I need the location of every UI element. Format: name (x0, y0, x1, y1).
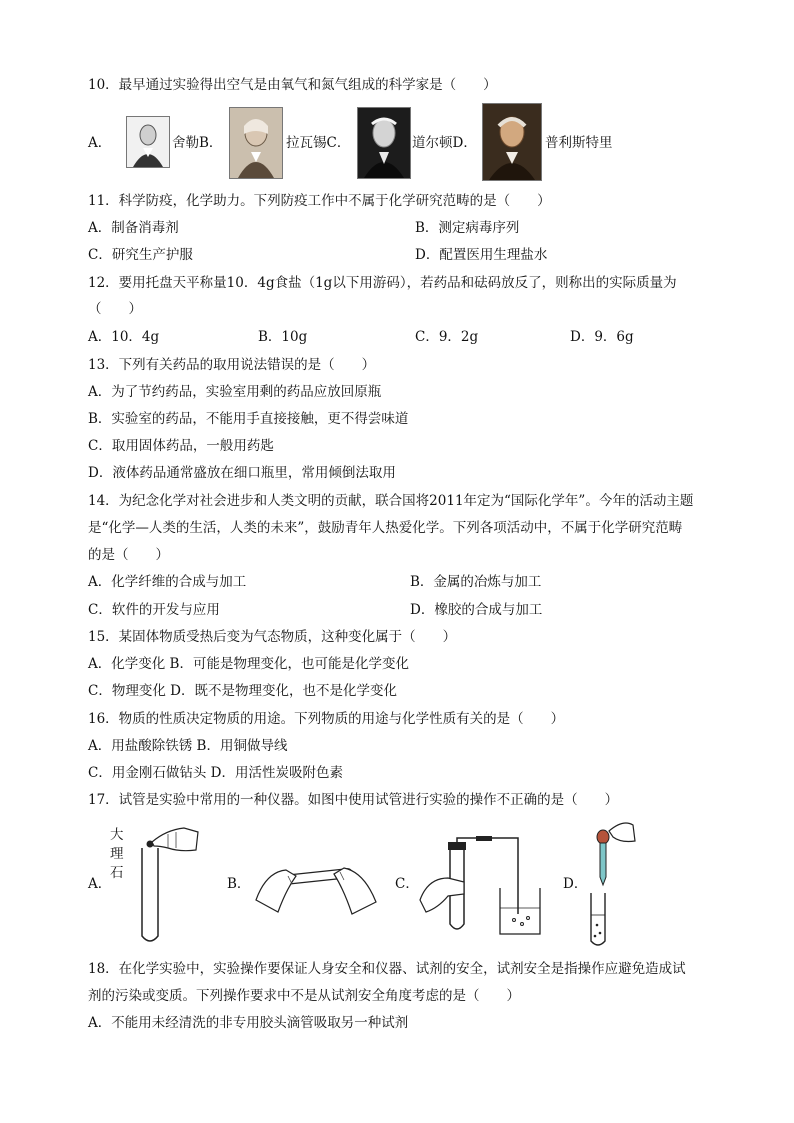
q16-options-ab: A．用盐酸除铁锈 B．用铜做导线 (88, 738, 288, 754)
q11-option-d: D．配置医用生理盐水 (415, 247, 548, 263)
gas-tightness-check-figure (418, 836, 544, 940)
q13-option-b: B．实验室的药品，不能用手直接接触，更不得尝味道 (88, 411, 409, 427)
portrait-lavoisier (229, 107, 283, 179)
q12-option-d: D．9．6g (570, 329, 634, 345)
q17-label-a: A． (88, 876, 112, 892)
portrait-scheele (126, 116, 170, 168)
q11-option-c: C．研究生产护服 (88, 247, 193, 263)
q12-stem: 12．要用托盘天平称量10．4g食盐（1g以下用游码），若药品和砝码放反了，则称出的实际质量为 (88, 275, 677, 291)
q14-stem-line1: 14．为纪念化学对社会进步和人类文明的贡献，联合国将2011年定为“国际化学年”。今年的活动主题 (88, 493, 694, 509)
q16-options-cd: C．用金刚石做钻头 D．用活性炭吸附色素 (88, 765, 343, 781)
q17-fig-a-char-3: 石 (110, 865, 124, 881)
q15-options-cd: C．物理变化 D．既不是物理变化，也不是化学变化 (88, 683, 397, 699)
q13-option-a: A．为了节约药品，实验室用剩的药品应放回原瓶 (88, 384, 382, 400)
q11-option-a: A．制备消毒剂 (88, 220, 179, 236)
q11-option-b: B．测定病毒序列 (415, 220, 520, 236)
q13-stem: 13．下列有关药品的取用说法错误的是（ ） (88, 357, 376, 373)
q10-label-e: 普利斯特里 (545, 135, 613, 151)
portrait-dalton (357, 107, 411, 179)
q17-fig-a-char-1: 大 (110, 827, 124, 843)
q18-stem-line1: 18．在化学实验中，实验操作要保证人身安全和仪器、试剂的安全，试剂安全是指操作应避免造成试 (88, 961, 686, 977)
q15-options-ab: A．化学变化 B．可能是物理变化，也可能是化学变化 (88, 656, 409, 672)
q14-stem-line3: 的是（ ） (88, 547, 169, 563)
q13-option-c: C．取用固体药品，一般用药匙 (88, 438, 274, 454)
q12-option-a: A．10．4g (88, 329, 160, 345)
q10-stem: 10．最早通过实验得出空气是由氧气和氮气组成的科学家是（ ） (88, 77, 497, 93)
dropper-test-tube-figure (583, 815, 637, 949)
q18-stem-line2: 剂的污染或变质。下列操作要求中不是从试剂安全角度考虑的是（ ） (88, 988, 520, 1004)
q17-label-d: D． (563, 876, 588, 892)
q12-option-c: C．9．2g (415, 329, 479, 345)
q13-option-d: D．液体药品通常盛放在细口瓶里，常用倾倒法取用 (88, 465, 396, 481)
q10-label-a: A． (88, 135, 112, 151)
q10-label-c: 拉瓦锡C． (286, 135, 351, 151)
portrait-priestley (482, 103, 542, 181)
q10-label-d: 道尔顿D． (412, 135, 477, 151)
q10-label-b: 舍勒B． (172, 135, 223, 151)
q14-option-c: C．软件的开发与应用 (88, 602, 220, 618)
q17-fig-a-char-2: 理 (110, 846, 124, 862)
q12-stem-cont: （ ） (88, 301, 142, 317)
q14-option-a: A．化学纤维的合成与加工 (88, 574, 247, 590)
q17-label-b: B． (227, 876, 251, 892)
test-tube-marble-figure (128, 820, 200, 946)
q17-label-c: C． (395, 876, 419, 892)
q11-stem: 11．科学防疫，化学助力。下列防疫工作中不属于化学研究范畴的是（ ） (88, 193, 551, 209)
q14-option-d: D．橡胶的合成与加工 (410, 602, 543, 618)
q14-stem-line2: 是“化学—人类的生活，人类的未来”，鼓励青年人热爱化学。下列各项活动中，不属于化学研究范畴 (88, 520, 683, 536)
test-tube-shaking-figure (252, 850, 380, 922)
q15-stem: 15．某固体物质受热后变为气态物质，这种变化属于（ ） (88, 629, 457, 645)
q12-option-b: B．10g (258, 329, 308, 345)
q14-option-b: B．金属的冶炼与加工 (410, 574, 542, 590)
q16-stem: 16．物质的性质决定物质的用途。下列物质的用途与化学性质有关的是（ ） (88, 711, 565, 727)
q18-option-a: A．不能用未经清洗的非专用胶头滴管吸取另一种试剂 (88, 1015, 409, 1031)
q17-stem: 17．试管是实验中常用的一种仪器。如图中使用试管进行实验的操作不正确的是（ ） (88, 792, 619, 808)
